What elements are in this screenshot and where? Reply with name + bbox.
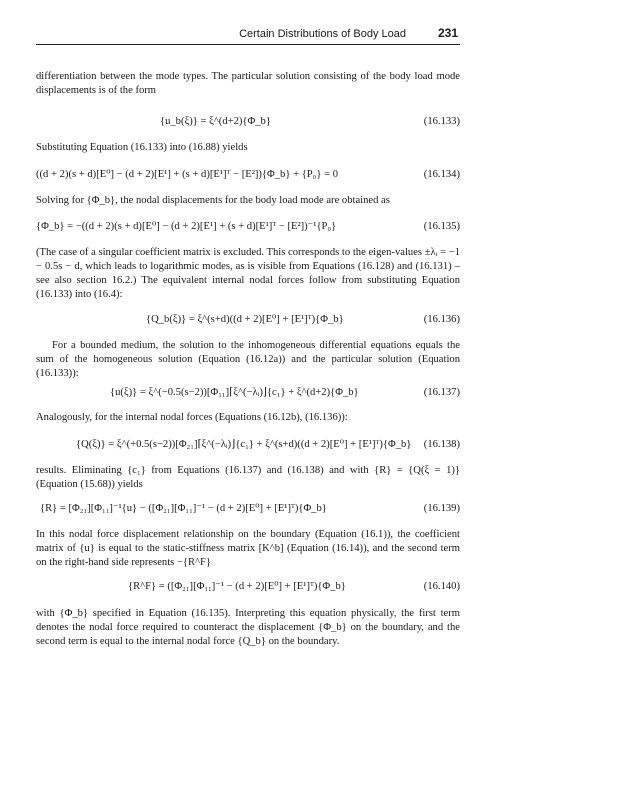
equation-expression: ((d + 2)(s + d)[E⁰] − (d + 2)[E¹] + (s + d)[E¹]ᵀ − [E²]){Φ_b} + {P₀} = 0: [36, 169, 339, 180]
equation-number: (16.136): [423, 314, 460, 325]
running-title: Certain Distributions of Body Load: [239, 28, 406, 40]
equation-16-135: [36, 220, 460, 234]
paragraph-2: Substituting Equation (16.133) into (16.88) yields: [36, 142, 248, 153]
equation-expression: {Φ_b} = −((d + 2)(s + d)[E⁰] − (d + 2)[E¹] + (s + d)[E¹]ᵀ − [E²])⁻¹{P₀}: [36, 221, 337, 232]
paragraph-9: with {Φ_b} specified in Equation (16.135). Interpreting this equation physically, the first term denotes the nodal force required to counteract the displacement {Φ_b} on the boundary, and the second term is equal to the internal nodal force {Q_b} on the boundary.: [36, 608, 460, 647]
paragraph-3: Solving for {Φ_b}, the nodal displacements for the body load mode are obtained as: [36, 195, 390, 206]
equation-expression: {R} = [Φ₂₁][Φ₁₁]⁻¹{u} − ([Φ₂₁][Φ₁₁]⁻¹ − (d + 2)[E⁰] + [E¹]ᵀ){Φ_b}: [40, 503, 327, 514]
paragraph-6: Analogously, for the internal nodal forces (Equations (16.12b), (16.136)):: [36, 412, 348, 423]
running-header: [36, 22, 460, 45]
equation-expression: {u(ξ)} = ξ^(−0.5(s−2))[Φ₁₁]⌈ξ^(−λᵢ)⌋{c₁} + ξ^(d+2){Φ_b}: [110, 387, 359, 398]
paragraph-1: differentiation between the mode types. The particular solution consisting of the body load mode displacements is of the form: [36, 71, 460, 96]
equation-16-137: [36, 386, 460, 400]
equation-number: (16.137): [423, 387, 460, 398]
equation-number: (16.139): [423, 503, 460, 514]
equation-16-136: [36, 313, 460, 327]
equation-expression: {u_b(ξ)} = ξ^(d+2){Φ_b}: [160, 116, 271, 127]
page-number: 231: [437, 26, 458, 40]
equation-number: (16.133): [423, 116, 460, 127]
paragraph-8: In this nodal force displacement relationship on the boundary (Equation (16.1)), the coefficient matrix of {u} is equal to the static-stiffness matrix [K^b] (Equation (16.14)), and the second term on the right-hand side represents −{R^F}: [36, 529, 460, 568]
equation-number: (16.135): [423, 221, 460, 232]
equation-number: (16.134): [423, 169, 460, 180]
equation-16-139: [36, 502, 460, 516]
equation-expression: {Q(ξ)} = ξ^(+0.5(s−2))[Φ₂₁]⌈ξ^(−λᵢ)⌋{c₁} + ξ^(s+d)((d + 2)[E⁰] + [E¹]ᵀ){Φ_b}: [76, 439, 412, 450]
equation-number: (16.138): [423, 439, 460, 450]
equation-16-133: [36, 115, 460, 129]
equation-number: (16.140): [423, 581, 460, 592]
paragraph-4: (The case of a singular coefficient matrix is excluded. This corresponds to the eigen-values ±λᵢ = −1 − 0.5s − d, which leads to logarithmic modes, as is visible from Equations (16.128) and (16.131) – see also section 16.2.) The equivalent internal nodal forces follow from substituting Equation (16.133) into (16.4):: [36, 247, 460, 300]
paragraph-7: results. Eliminating {c₁} from Equations (16.137) and (16.138) and with {R} = {Q(ξ = 1)} (Equation (15.68)) yields: [36, 465, 460, 490]
equation-expression: {Q_b(ξ)} = ξ^(s+d)((d + 2)[E⁰] + [E¹]ᵀ){Φ_b}: [146, 314, 344, 325]
equation-16-134: [36, 168, 460, 182]
equation-16-140: [36, 580, 460, 594]
equation-expression: {R^F} = ([Φ₂₁][Φ₁₁]⁻¹ − (d + 2)[E⁰] + [E¹]ᵀ){Φ_b}: [128, 581, 346, 592]
equation-16-138: [36, 438, 460, 452]
paragraph-5: For a bounded medium, the solution to the inhomogeneous differential equations equals the sum of the homogeneous solution (Equation (16.12a)) and the particular solution (Equation (16.133)):: [36, 340, 460, 379]
